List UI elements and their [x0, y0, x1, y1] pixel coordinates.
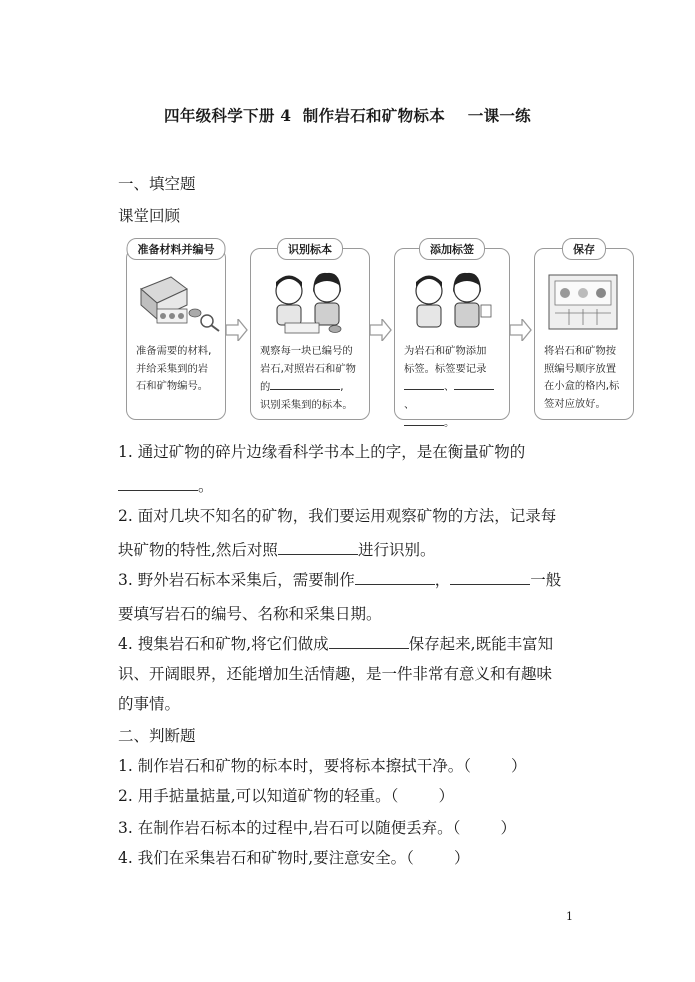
- step-line: 的: [260, 381, 271, 393]
- answer-blank[interactable]: [329, 634, 409, 649]
- step-identify: [250, 243, 370, 420]
- step-punct: 。: [444, 417, 455, 429]
- answer-blank[interactable]: [355, 570, 435, 585]
- question-text: 一般: [530, 571, 562, 589]
- step-prepare: [126, 243, 226, 420]
- fill-question-1-cont: [118, 474, 214, 496]
- step-line: 岩石,对照岩石和矿物: [260, 362, 356, 375]
- question-text: 块矿物的特性,然后对照: [118, 541, 278, 559]
- question-number: 2.: [118, 787, 133, 805]
- answer-paren-close: ）: [438, 787, 454, 805]
- subheading-review: 课堂回顾: [118, 207, 181, 225]
- judge-question-4: [118, 846, 469, 868]
- question-text: 面对几块不知名的矿物，我们要运用观察矿物的方法，记录每: [137, 507, 557, 525]
- question-number: 3.: [118, 571, 133, 589]
- step-line: 准备需要的材料,: [136, 345, 212, 357]
- step-line: 为岩石和矿物添加: [404, 345, 487, 357]
- answer-paren-close: ）: [511, 757, 527, 775]
- question-number: 3.: [118, 819, 133, 837]
- answer-blank[interactable]: [404, 414, 444, 426]
- children-labeling-illustration: [395, 257, 509, 339]
- judge-question-2: [118, 784, 454, 806]
- step-line: 在小盒的格内,标: [544, 380, 620, 392]
- step-separator: 、: [404, 398, 415, 411]
- section-heading-judge: 二、判断题: [118, 727, 196, 745]
- answer-blank[interactable]: [270, 378, 340, 390]
- step-line: 并给采集到的岩: [136, 362, 209, 375]
- question-number: 4.: [118, 849, 133, 867]
- question-text: 我们在采集岩石和矿物时,要注意安全。: [137, 849, 407, 867]
- step-line: 签对应放好。: [544, 397, 606, 410]
- step-title: 识别标本: [277, 238, 343, 260]
- specimen-box-illustration: [127, 259, 225, 341]
- question-text: 野外岩石标本采集后，需要制作: [137, 571, 355, 589]
- question-text: 制作岩石和矿物的标本时，要将标本擦拭干净。: [137, 757, 464, 775]
- question-text: 进行识别。: [357, 541, 436, 559]
- fill-question-1: [118, 440, 525, 462]
- step-punct: ,: [340, 381, 344, 393]
- answer-blank[interactable]: [454, 378, 494, 390]
- page-number: 1: [566, 910, 573, 923]
- question-number: 4.: [118, 635, 133, 653]
- question-punct: 。: [198, 477, 214, 495]
- fill-question-3: [118, 568, 561, 590]
- question-number: 1.: [118, 443, 133, 461]
- fill-question-4-cont: 识、开阔眼界，还能增加生活情趣，是一件非常有意义和有趣味: [118, 665, 553, 683]
- answer-blank[interactable]: [278, 540, 358, 555]
- arrow-icon: [510, 319, 532, 341]
- step-line: 观察每一块已编号的: [260, 345, 353, 357]
- question-text: 搜集岩石和矿物,将它们做成: [137, 635, 329, 653]
- fill-question-4-cont2: 的事情。: [118, 695, 181, 713]
- step-title: 保存: [562, 238, 606, 260]
- step-store: [534, 243, 634, 420]
- step-line: 石和矿物编号。: [136, 380, 209, 392]
- arrow-icon: [370, 319, 392, 341]
- step-line: 识别采集到的标本。: [260, 398, 353, 411]
- arrow-icon: [226, 319, 248, 341]
- step-title: 准备材料并编号: [127, 238, 226, 260]
- answer-blank[interactable]: [450, 570, 530, 585]
- answer-blank[interactable]: [404, 378, 444, 390]
- fill-question-3-cont: 要填写岩石的编号、名称和采集日期。: [118, 605, 382, 623]
- answer-paren-close: ）: [453, 849, 470, 867]
- question-number: 1.: [118, 757, 133, 775]
- step-line: 将岩石和矿物按: [544, 345, 617, 357]
- judge-question-3: [118, 816, 516, 838]
- question-text: 保存起来,既能丰富知: [408, 635, 554, 653]
- answer-paren-open[interactable]: （: [452, 819, 461, 837]
- children-observing-illustration: [251, 257, 369, 339]
- answer-paren-open[interactable]: （: [390, 787, 399, 805]
- step-line: 标签。标签要记录: [404, 362, 487, 375]
- answer-paren-open[interactable]: （: [406, 849, 414, 867]
- question-text: 通过矿物的碎片边缘看科学书本上的字，是在衡量矿物的: [137, 443, 526, 461]
- fill-question-4: [118, 632, 553, 654]
- question-text: 用手掂量掂量,可以知道矿物的轻重。: [137, 787, 391, 805]
- question-text: 在制作岩石标本的过程中,岩石可以随便丢弃。: [137, 819, 453, 837]
- storage-box-illustration: [535, 259, 633, 341]
- step-label: [394, 243, 510, 429]
- step-separator: 、: [444, 381, 455, 393]
- judge-question-1: [118, 754, 527, 776]
- fill-question-2: [118, 504, 556, 526]
- answer-paren-open[interactable]: （: [463, 757, 472, 775]
- question-punct: ，: [434, 571, 451, 589]
- question-number: 2.: [118, 507, 133, 525]
- answer-blank[interactable]: [118, 476, 198, 491]
- fill-question-2-cont: [118, 538, 435, 560]
- section-heading-fill: 一、填空题: [118, 175, 196, 193]
- step-line: 照编号顺序放置: [544, 362, 617, 375]
- answer-paren-close: ）: [500, 819, 516, 837]
- step-title: 添加标签: [419, 238, 485, 260]
- page-title: 四年级科学下册 4 制作岩石和矿物标本 一课一练: [164, 106, 531, 125]
